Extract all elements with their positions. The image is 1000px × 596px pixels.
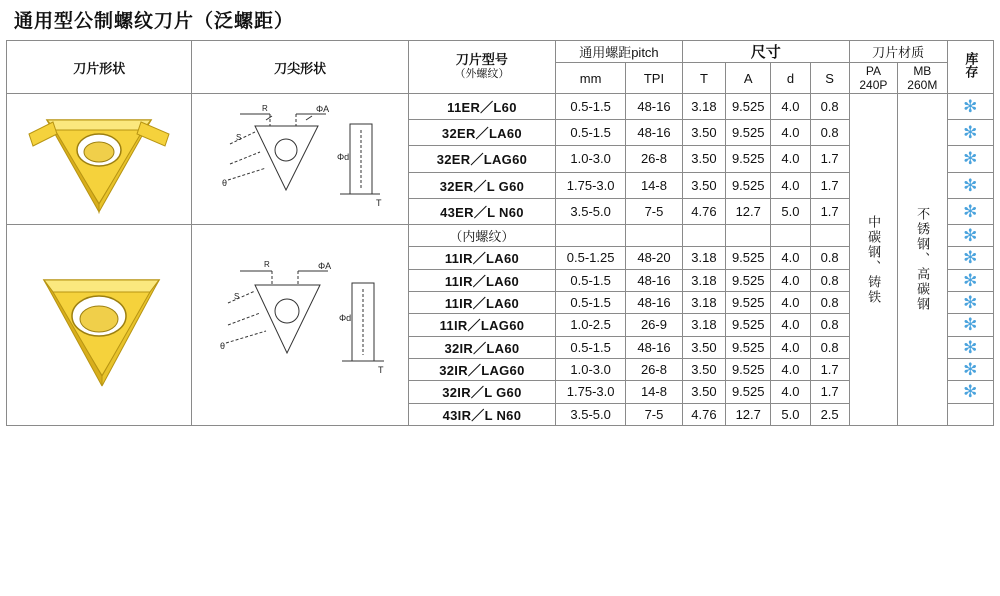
model-cell: 11IR／LAG60 [408, 314, 555, 336]
header-model [408, 41, 555, 94]
header-model-sub: （外螺纹） [454, 68, 510, 81]
pitch-mm-cell: 0.5-1.5 [556, 94, 626, 120]
dim-t-cell: 3.18 [682, 94, 725, 120]
dim-a-cell: 9.525 [726, 120, 771, 146]
dim-d-cell: 4.0 [771, 291, 810, 313]
dim-t-cell: 3.18 [682, 247, 725, 269]
snowflake-icon: ✻ [963, 293, 978, 313]
table-row [7, 94, 994, 120]
stock-cell [947, 269, 993, 291]
header-material-mb [898, 63, 947, 94]
pitch-tpi-cell: 7-5 [626, 403, 683, 425]
label-R: R [264, 260, 270, 269]
label-theta: θ [220, 341, 226, 351]
external-insert-illustration [19, 94, 179, 224]
header-dim-a: A [726, 63, 771, 94]
stock-cell [947, 381, 993, 403]
label-phid: Φd [337, 152, 350, 162]
stock-cell [947, 247, 993, 269]
dim-t-cell: 3.18 [682, 291, 725, 313]
model-cell: 11IR／LA60 [408, 269, 555, 291]
empty-cell [771, 225, 810, 247]
snowflake-icon: ✻ [963, 360, 978, 380]
stock-cell [947, 291, 993, 313]
dim-t-cell: 4.76 [682, 198, 725, 224]
model-cell: 43IR／L N60 [408, 403, 555, 425]
pitch-mm-cell: 0.5-1.5 [556, 291, 626, 313]
header-dim-t: T [682, 63, 725, 94]
table-header-row-1 [7, 41, 994, 63]
label-phiA: ΦA [318, 261, 332, 271]
model-cell: 11IR／LA60 [408, 291, 555, 313]
external-tip-diagram [200, 94, 400, 224]
dim-t-cell: 3.18 [682, 269, 725, 291]
material-pa-cell: 中碳钢、铸铁 [849, 94, 897, 426]
dim-s-cell: 0.8 [810, 336, 849, 358]
pitch-tpi-cell: 48-16 [626, 291, 683, 313]
pitch-tpi-cell: 48-20 [626, 247, 683, 269]
snowflake-icon: ✻ [963, 248, 978, 268]
internal-tip-diagram [200, 225, 400, 425]
label-S: S [234, 292, 240, 301]
internal-insert-illustration [14, 240, 184, 410]
dim-s-cell: 1.7 [810, 358, 849, 380]
header-material-pa [849, 63, 897, 94]
model-cell: 32ER／LA60 [408, 120, 555, 146]
page-title: 通用型公制螺纹刀片（泛螺距） [14, 11, 295, 32]
dim-s-cell: 0.8 [810, 94, 849, 120]
snowflake-icon: ✻ [963, 149, 978, 169]
model-cell: 32IR／LA60 [408, 336, 555, 358]
dim-a-cell: 9.525 [726, 336, 771, 358]
pitch-tpi-cell: 48-16 [626, 269, 683, 291]
pitch-mm-cell: 1.0-3.0 [556, 146, 626, 172]
dim-s-cell: 1.7 [810, 198, 849, 224]
dim-d-cell: 4.0 [771, 269, 810, 291]
internal-thread-label: （内螺纹） [408, 225, 555, 247]
dim-t-cell: 3.50 [682, 120, 725, 146]
table-row-internal-label [7, 225, 994, 247]
stock-cell [947, 172, 993, 198]
dim-t-cell: 4.76 [682, 403, 725, 425]
pitch-mm-cell: 0.5-1.5 [556, 336, 626, 358]
header-model-main: 刀片型号 [455, 52, 508, 67]
snowflake-icon: ✻ [963, 97, 978, 117]
label-phid: Φd [339, 313, 352, 323]
stock-cell [947, 225, 993, 247]
dim-d-cell: 4.0 [771, 247, 810, 269]
model-cell: 32ER／LAG60 [408, 146, 555, 172]
snowflake-icon: ✻ [963, 337, 978, 357]
pitch-mm-cell: 0.5-1.5 [556, 269, 626, 291]
label-T: T [376, 198, 382, 208]
insert-shape-external [7, 94, 192, 225]
dim-a-cell: 12.7 [726, 198, 771, 224]
dim-s-cell: 2.5 [810, 403, 849, 425]
empty-cell [810, 225, 849, 247]
header-material-pa-line2: 240P [859, 78, 888, 92]
snowflake-icon: ✻ [963, 315, 978, 335]
dim-s-cell: 1.7 [810, 381, 849, 403]
header-material-mb-line1: MB [913, 63, 932, 78]
stock-cell [947, 314, 993, 336]
snowflake-icon: ✻ [963, 270, 978, 290]
dim-s-cell: 1.7 [810, 172, 849, 198]
dim-d-cell: 4.0 [771, 120, 810, 146]
dim-a-cell: 9.525 [726, 291, 771, 313]
label-phiA: ΦA [316, 104, 330, 114]
header-tip-shape: 刀尖形状 [192, 41, 408, 94]
dim-d-cell: 4.0 [771, 358, 810, 380]
dim-s-cell: 0.8 [810, 291, 849, 313]
model-cell: 32IR／L G60 [408, 381, 555, 403]
tip-diagram-internal [192, 225, 408, 426]
pitch-tpi-cell: 14-8 [626, 381, 683, 403]
dim-d-cell: 4.0 [771, 146, 810, 172]
pitch-mm-cell: 3.5-5.0 [556, 198, 626, 224]
dim-t-cell: 3.50 [682, 358, 725, 380]
header-material-group: 刀片材质 [849, 41, 947, 63]
dim-a-cell: 9.525 [726, 358, 771, 380]
empty-cell [682, 225, 725, 247]
empty-cell [726, 225, 771, 247]
model-cell: 32ER／L G60 [408, 172, 555, 198]
model-cell: 11IR／LA60 [408, 247, 555, 269]
dim-d-cell: 4.0 [771, 314, 810, 336]
snowflake-icon: ✻ [963, 382, 978, 402]
header-pitch-mm: mm [556, 63, 626, 94]
dim-a-cell: 12.7 [726, 403, 771, 425]
label-R: R [262, 104, 268, 113]
snowflake-icon: ✻ [963, 123, 978, 143]
header-dim-d: d [771, 63, 810, 94]
label-S: S [236, 133, 242, 142]
stock-cell [947, 358, 993, 380]
pitch-mm-cell: 3.5-5.0 [556, 403, 626, 425]
header-shape: 刀片形状 [7, 41, 192, 94]
header-pitch-tpi: TPI [626, 63, 683, 94]
dim-a-cell: 9.525 [726, 269, 771, 291]
header-stock [947, 41, 993, 94]
snowflake-icon: ✻ [963, 226, 978, 246]
pitch-tpi-cell: 48-16 [626, 336, 683, 358]
stock-cell [947, 94, 993, 120]
stock-cell [947, 336, 993, 358]
dim-a-cell: 9.525 [726, 314, 771, 336]
pitch-mm-cell: 1.0-3.0 [556, 358, 626, 380]
dim-d-cell: 5.0 [771, 198, 810, 224]
pitch-mm-cell: 1.0-2.5 [556, 314, 626, 336]
dim-d-cell: 5.0 [771, 403, 810, 425]
dim-s-cell: 0.8 [810, 314, 849, 336]
insert-spec-table [6, 40, 994, 426]
pitch-mm-cell: 1.75-3.0 [556, 172, 626, 198]
pitch-mm-cell: 0.5-1.25 [556, 247, 626, 269]
dim-s-cell: 0.8 [810, 269, 849, 291]
pitch-tpi-cell: 48-16 [626, 120, 683, 146]
model-cell: 43ER／L N60 [408, 198, 555, 224]
dim-a-cell: 9.525 [726, 381, 771, 403]
pitch-tpi-cell: 26-8 [626, 146, 683, 172]
dim-d-cell: 4.0 [771, 94, 810, 120]
dim-d-cell: 4.0 [771, 336, 810, 358]
header-material-mb-line2: 260M [907, 78, 938, 92]
tip-diagram-external [192, 94, 408, 225]
stock-cell [947, 403, 993, 425]
dim-d-cell: 4.0 [771, 381, 810, 403]
dim-s-cell: 1.7 [810, 146, 849, 172]
dim-t-cell: 3.50 [682, 172, 725, 198]
pitch-tpi-cell: 48-16 [626, 94, 683, 120]
header-dims-group: 尺寸 [682, 41, 849, 63]
insert-shape-internal [7, 225, 192, 426]
model-cell: 32IR／LAG60 [408, 358, 555, 380]
snowflake-icon: ✻ [963, 175, 978, 195]
model-cell: 11ER／L60 [408, 94, 555, 120]
pitch-tpi-cell: 14-8 [626, 172, 683, 198]
dim-t-cell: 3.50 [682, 336, 725, 358]
dim-s-cell: 0.8 [810, 120, 849, 146]
pitch-mm-cell: 1.75-3.0 [556, 381, 626, 403]
header-pitch-group: 通用螺距pitch [556, 41, 683, 63]
pitch-tpi-cell: 26-8 [626, 358, 683, 380]
dim-a-cell: 9.525 [726, 172, 771, 198]
dim-d-cell: 4.0 [771, 172, 810, 198]
stock-cell [947, 120, 993, 146]
stock-cell [947, 146, 993, 172]
header-dim-s: S [810, 63, 849, 94]
dim-t-cell: 3.18 [682, 314, 725, 336]
dim-t-cell: 3.50 [682, 381, 725, 403]
dim-a-cell: 9.525 [726, 247, 771, 269]
dim-t-cell: 3.50 [682, 146, 725, 172]
label-theta: θ [222, 178, 228, 188]
empty-cell [626, 225, 683, 247]
snowflake-icon: ✻ [963, 201, 978, 221]
dim-a-cell: 9.525 [726, 94, 771, 120]
header-stock-label: 库存 [963, 52, 979, 79]
pitch-mm-cell: 0.5-1.5 [556, 120, 626, 146]
dim-a-cell: 9.525 [726, 146, 771, 172]
dim-s-cell: 0.8 [810, 247, 849, 269]
header-material-pa-line1: PA [865, 63, 881, 78]
stock-cell [947, 198, 993, 224]
pitch-tpi-cell: 26-9 [626, 314, 683, 336]
empty-cell [556, 225, 626, 247]
label-T: T [378, 365, 384, 375]
pitch-tpi-cell: 7-5 [626, 198, 683, 224]
material-mb-cell: 不锈钢、高碳钢 [898, 94, 947, 426]
